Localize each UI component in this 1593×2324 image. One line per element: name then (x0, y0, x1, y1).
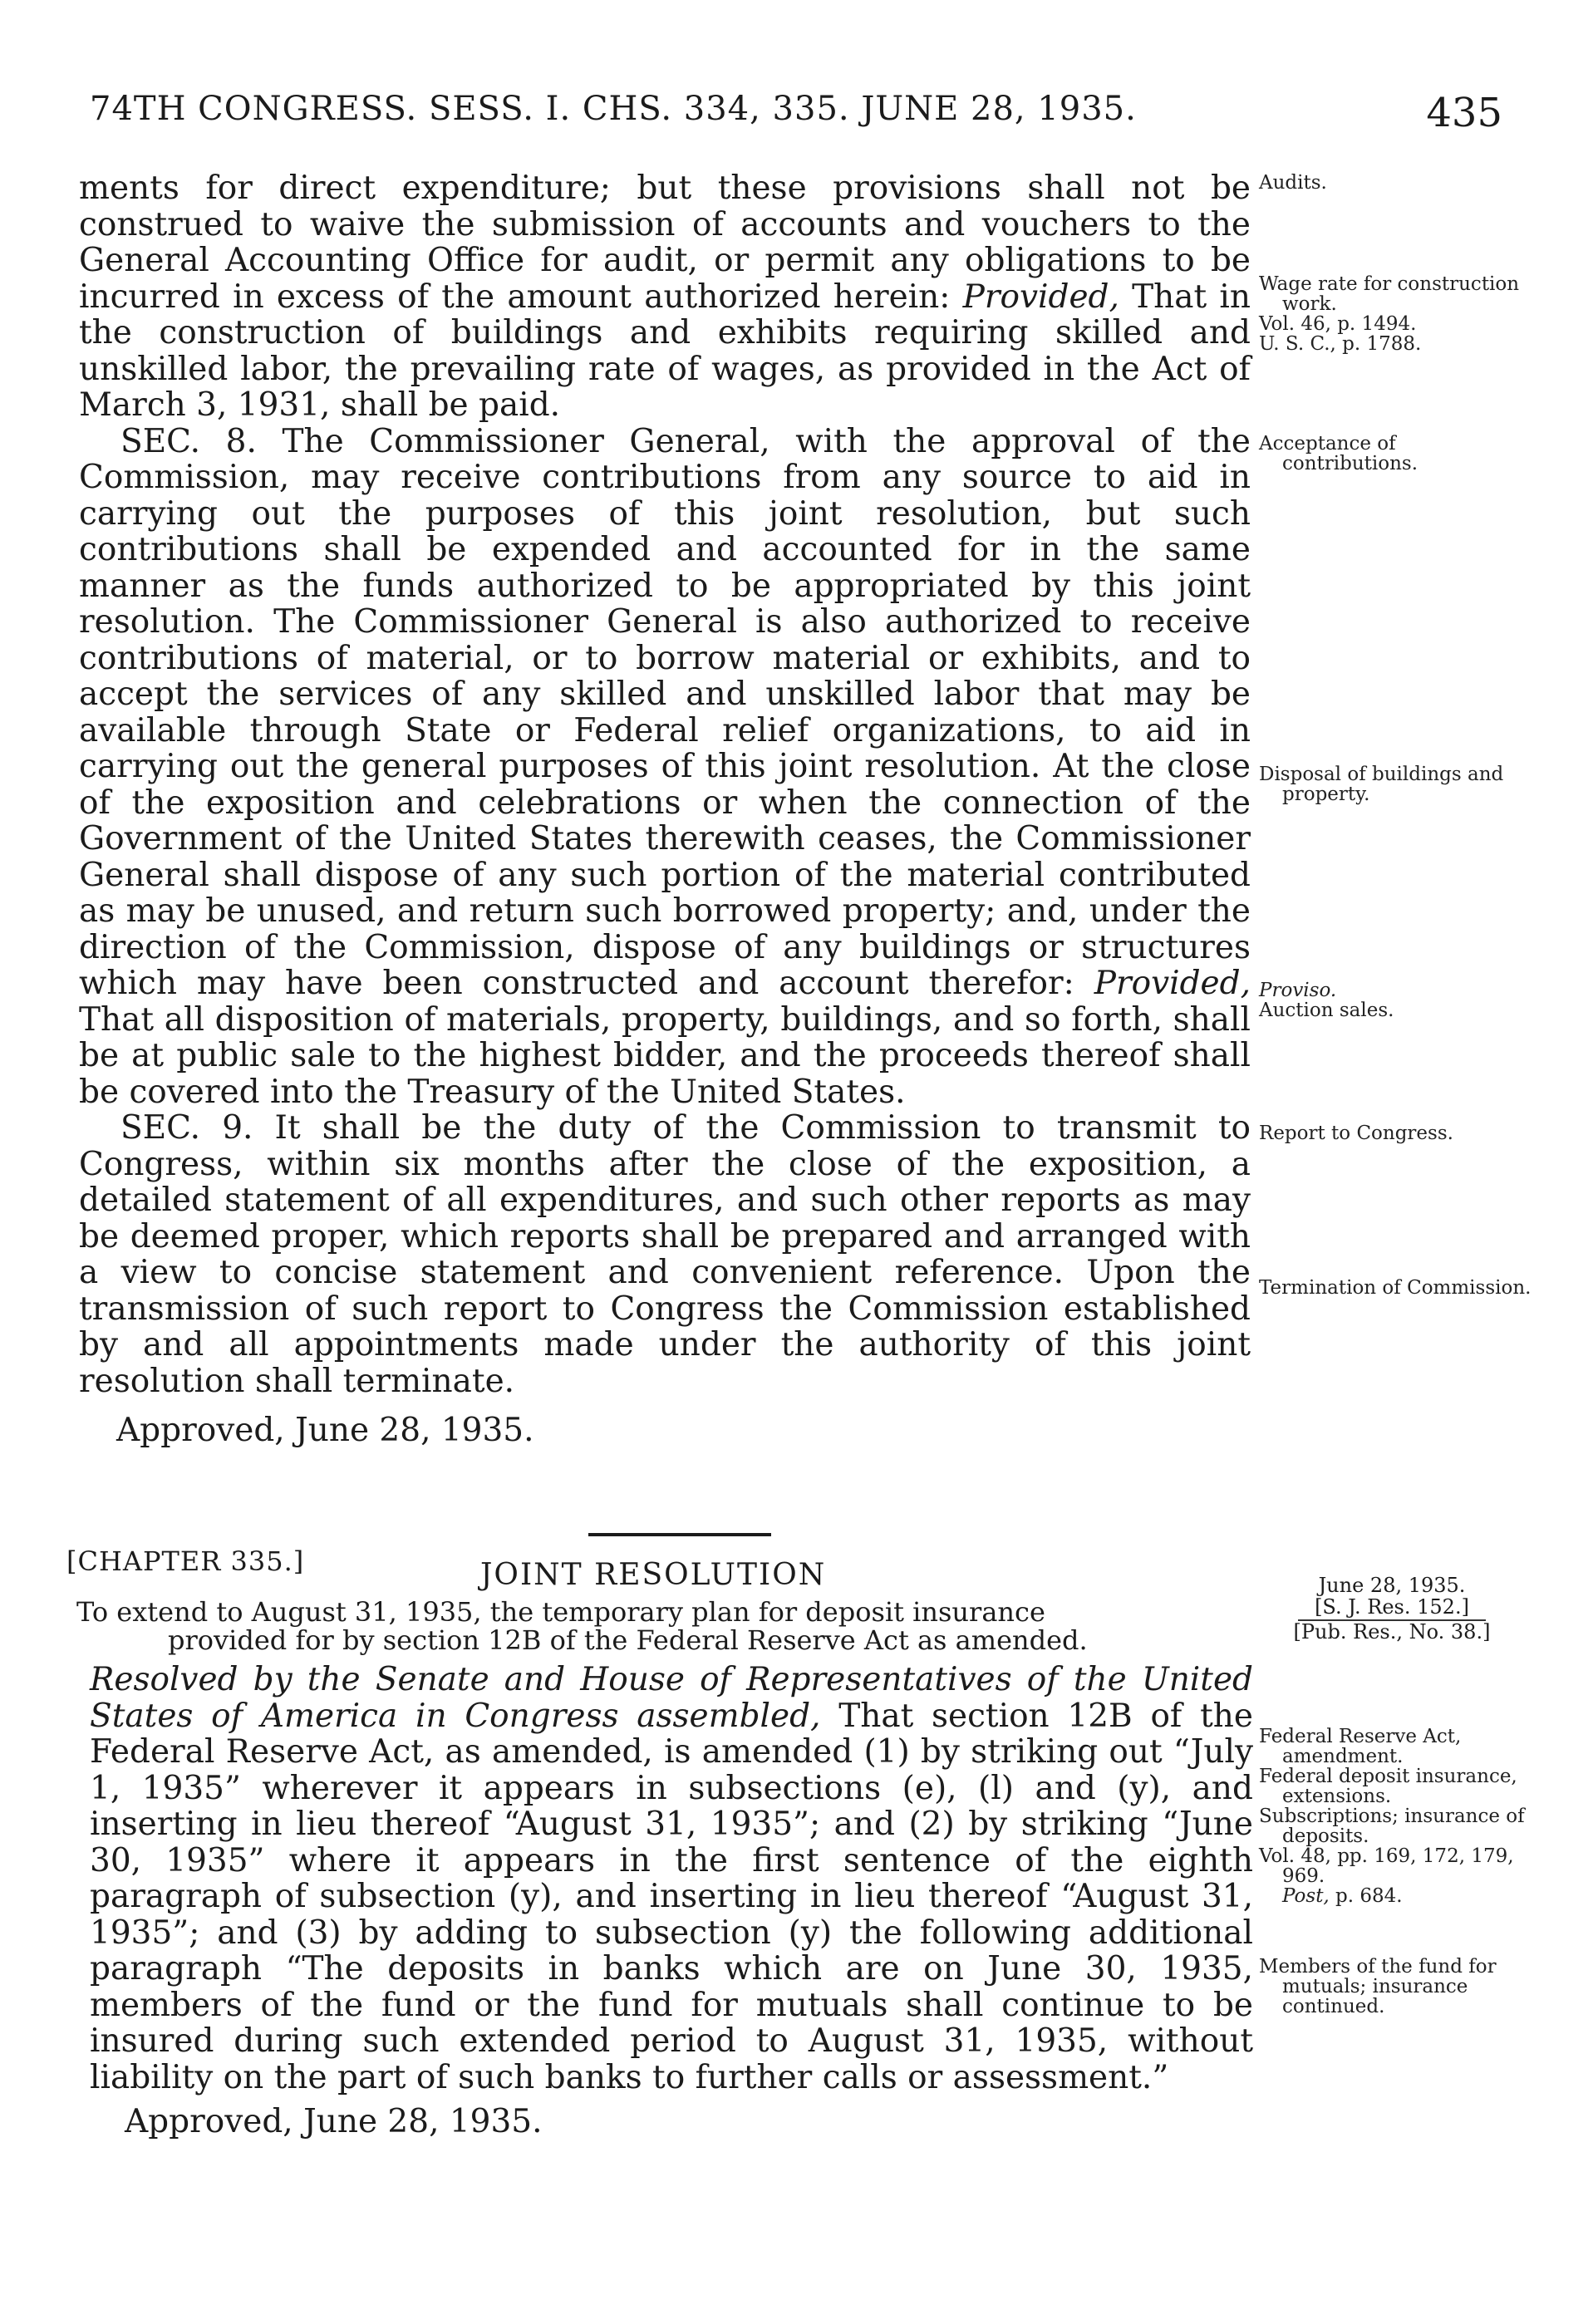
joint-resolution-title: JOINT RESOLUTION (480, 1558, 827, 1592)
enactment-sidebar (1255, 1575, 1529, 1643)
resolution-text (90, 1662, 1253, 2140)
margin-note-federal-reserve: Federal Reserve Act, amendment. Federal deposit insurance, extensions. Subscriptions; insurance of deposits. Vol. 48, pp. 169, 172, 179, 969. Post, p. 684. (1259, 1726, 1525, 1907)
page-number: 435 (1426, 90, 1502, 136)
public-resolution-number: [Pub. Res., No. 38.] (1293, 1620, 1491, 1644)
chapter-label: [CHAPTER 335.] (66, 1545, 305, 1577)
margin-note-members: Members of the fund for mutuals; insurance continued. (1259, 1956, 1497, 2017)
section-label: SEC. 9. (120, 1109, 253, 1147)
proviso-word: Provided, (1094, 965, 1251, 1002)
resolution-paragraph: Resolved by the Senate and House of Representatives of the United States of America in Congress assembled, That section 12B of the Federal Reserve Act, as amended, is amended (1) by striking out “July 1, 1935” wherever it appears in subsections (e), (l) and (y), and inserting in lieu thereof “August 31, 1935”; and (2) by striking “June 30, 1935” where it appears in the first sentence of the eighth paragraph of subsection (y), and inserting in lieu thereof “August 31, 1935”; and (3) by adding to subsection (y) the following additional paragraph “The deposits in banks which are on June 30, 1935, members of the fund or the fund for mutuals shall continue to be insured during such extended period to August 31, 1935, without liability on the part of such banks to further calls or assessment.” (90, 1661, 1253, 2096)
enactment-date: June 28, 1935. (1318, 1574, 1466, 1597)
section-8: SEC. 8. The Commissioner General, with the approval of the Commission, may receive contributions from any source to aid in carrying out the purposes of this joint resolution, but such contributions shall be expended and accounted for in the same manner as the funds authorized to be appropriated by this joint resolution. The Commissioner General is also authorized to receive contributions of material, or to borrow material or exhibits, and to accept the services of any skilled and unskilled labor that may be available through State or Federal relief organizations, to aid in carrying out the general purposes of this joint resolution. At the close of the exposition and celebrations or when the connection of the Government of the United States therewith ceases, the Commissioner General shall dispose of any such portion of the material contributed as may be unused, and return such borrowed property; and, under the direction of the Commission, dispose of any buildings or structures which may have been constructed and account therefor: Provided, That all disposition of materials, property, buildings, and so forth, shall be at public sale to the highest bidder, and the proceeds thereof shall be covered into the Treasury of the United States. (79, 422, 1251, 1111)
margin-note-acceptance: Acceptance of contributions. (1259, 433, 1418, 474)
approval-line: Approved, June 28, 1935. (125, 2103, 543, 2140)
section-7-continuation: ments for direct expenditure; but these provisions shall not be construed to waive the submission of accounts and vouchers to the General Accounting Office for audit, or permit any obligations to be incurred in excess of the amount authorized herein: Provided, That in the construction of buildings and exhibits requiring skilled and unskilled labor, the prevailing rate of wages, as provided in the Act of March 3, 1931, shall be paid. (79, 170, 1251, 424)
resolving-clause: Resolved by the Senate and House of Representatives of the United States of America in Congress assembled, (90, 1661, 1253, 1735)
approval-line: Approved, June 28, 1935. (116, 1412, 534, 1449)
senate-joint-resolution-number: [S. J. Res. 152.] (1298, 1596, 1486, 1621)
running-header (90, 90, 1502, 148)
margin-note-proviso: Proviso. Auction sales. (1259, 980, 1394, 1021)
resolution-purpose: To extend to August 31, 1935, the temporary plan for deposit insurance provided for by section 12B of the Federal Reserve Act as amended. (76, 1596, 1088, 1656)
running-head: 74TH CONGRESS. SESS. I. CHS. 334, 335. JUNE 28, 1935. (90, 90, 1137, 128)
section-9: SEC. 9. It shall be the duty of the Commission to transmit to Congress, within six months after the close of the exposition, a detailed statement of all expenditures, and such other reports as may be deemed proper, which reports shall be prepared and arranged with a view to concise statement and convenient reference. Upon the transmission of such report to Congress the Commission established by and all appointments made under the authority of this joint resolution shall terminate. (79, 1109, 1251, 1400)
margin-note-report: Report to Congress. (1259, 1123, 1453, 1144)
proviso-word: Provided, (962, 278, 1119, 316)
margin-note-disposal: Disposal of buildings and property. (1259, 764, 1504, 805)
main-text-column (79, 170, 1251, 1449)
section-label: SEC. 8. (120, 422, 257, 460)
margin-note-termination: Termination of Commission. (1259, 1277, 1532, 1299)
margin-note-audits: Audits. (1259, 172, 1327, 194)
divider-rule (588, 1533, 771, 1536)
margin-note-wage-rate: Wage rate for construction work. Vol. 46, p. 1494. U. S. C., p. 1788. (1259, 273, 1520, 355)
